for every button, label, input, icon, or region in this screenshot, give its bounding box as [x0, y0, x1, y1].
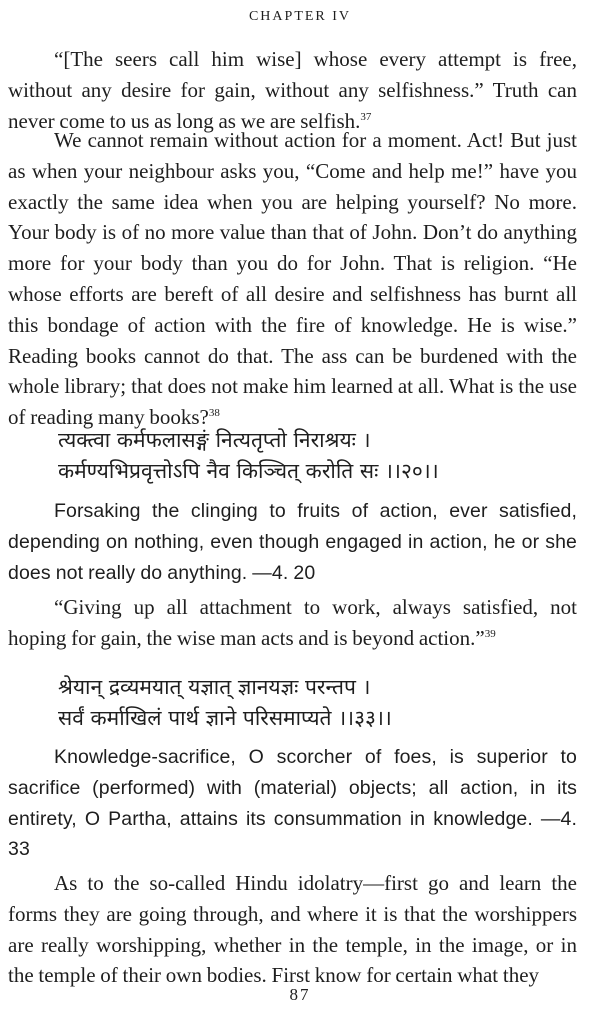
running-head: CHAPTER IV [248, 9, 352, 24]
page-number: 87 [289, 985, 311, 1004]
paragraph-text: We cannot remain without action for a moment. Act! But just as when your neighbour asks you, “Come and help me!” have you exactly the same idea when you are helping yourself? No more. Your body is of no more value than that of John. Don’t do anything more for your body than you do for John. That is religion. “He whose efforts are bereft of all desire and selfishness has burnt all this bondage of action with the fire of knowledge. He is wise.” Reading books cannot do that. The ass can be burdened with the whole library; that does not make him learned at all. What is the use of reading many books? [8, 128, 577, 430]
verse-line: श्रेयान् द्रव्यमयात् यज्ञात् ज्ञानयज्ञः परन्तप । [58, 675, 371, 699]
translation-4-20: Forsaking the clinging to fruits of action, ever satisfied, depending on nothing, even though engaged in action, he or she does not really do anything. —4. 20 [8, 500, 577, 584]
paragraph-text: “Giving up all attachment to work, always satisfied, not hoping for gain, the wise man acts and is beyond action.” [8, 595, 577, 650]
verse-line: सर्वं कर्माखिलं पार्थ ज्ञाने परिसमाप्यते ।।३३।। [58, 706, 392, 730]
paragraph-seers-quote [8, 44, 577, 136]
sanskrit-verse-4-33 [58, 672, 588, 734]
sanskrit-verse-4-20 [58, 425, 588, 487]
footnote-ref: 39 [484, 627, 496, 640]
verse-line: कर्मण्यभिप्रवृत्तोऽपि नैव किञ्चित् करोति सः ।।२०।। [58, 459, 439, 483]
footnote-ref: 37 [360, 110, 372, 123]
paragraph-giving-up [8, 592, 577, 654]
footnote-ref: 38 [208, 407, 220, 420]
paragraph-idolatry: As to the so-called Hindu idolatry—first go and learn the forms they are going through, and where it is that the worshippers are really worshipping, whether in the temple, in the image, or in the temple of their own bodies. First know for certain what they [8, 871, 577, 988]
paragraph-text: “[The seers call him wise] whose every attempt is free, without any desire for gain, without any selfishness.” Truth can never come to us as long as we are selfish. [8, 47, 577, 133]
verse-line: त्यक्त्वा कर्मफलासङ्गं नित्यतृप्तो निराश्रयः । [58, 428, 371, 452]
paragraph-action [8, 125, 577, 433]
translation-4-33: Knowledge-sacrifice, O scorcher of foes, is superior to sacrifice (performed) with (material) objects; all action, in its entirety, O Partha, attains its consummation in knowledge. —4. 33 [8, 746, 577, 861]
